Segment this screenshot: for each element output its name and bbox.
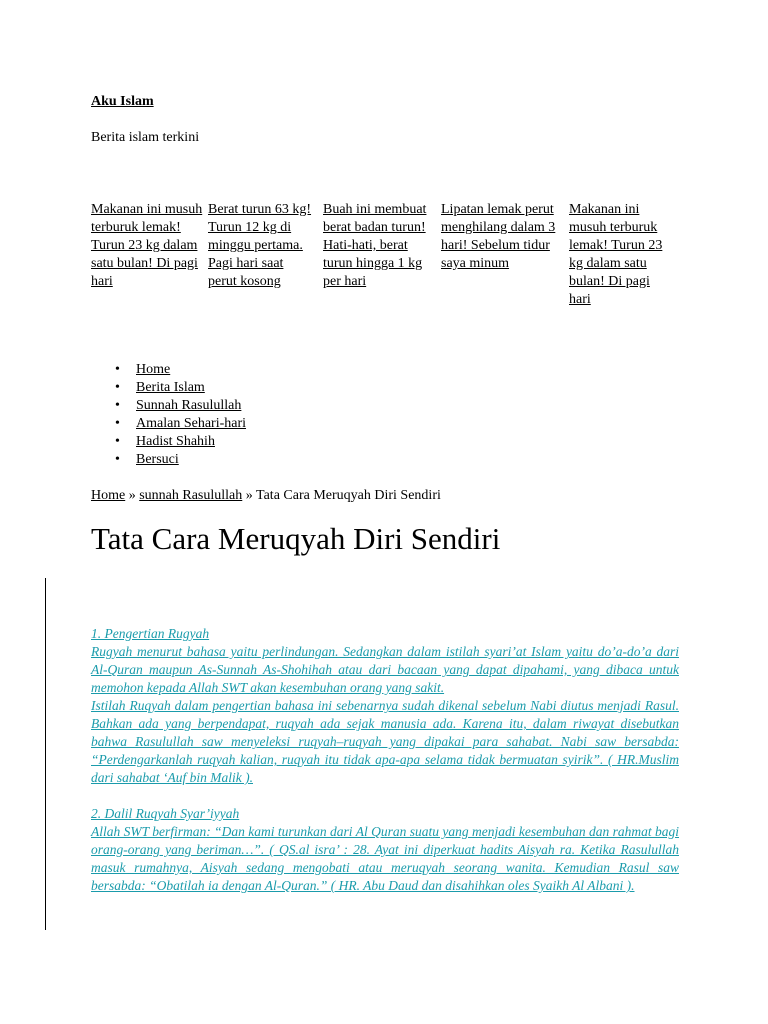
- breadcrumb-separator: »: [125, 488, 140, 503]
- nav-link-bersuci[interactable]: Bersuci: [136, 452, 179, 467]
- section-2-paragraph-1: Allah SWT berfirman: “Dan kami turunkan dari Al Quran suatu yang menjadi kesembuhan dan rahmat bagi orang-orang yang beriman…”. ( QS.al isra’ : 28. Ayat ini diperkuat hadits Aisyah ra. Ketika Rasulullah masuk rumahnya, Aisyah sedang mengobati atau meruqyah seorang wanita. Kemudian Rasul saw bersabda: “Obatilah ia dengan Al-Quran.” ( HR. Abu Daud dan disahihkan oles Syaikh Al Albani ).: [91, 824, 679, 893]
- breadcrumb-current: Tata Cara Meruqyah Diri Sendiri: [256, 488, 441, 503]
- section-1-paragraph-1: Rugyah menurut bahasa yaitu perlindungan. Sedangkan dalam istilah syari’at Islam yaitu do’a-do’a dari Al-Quran maupun As-Sunnah As-Shohihah atau dari bacaan yang dapat dipahami, yang dibaca untuk memohon kepada Allah SWT akan kesembuhan orang yang sakit.: [91, 644, 679, 695]
- nav-item-hadist-shahih: [91, 433, 246, 451]
- promo-link-1[interactable]: Makanan ini musuh terburuk lemak! Turun 23 kg dalam satu bulan! Di pagi hari: [91, 202, 203, 289]
- nav-link-sunnah-rasulullah[interactable]: Sunnah Rasulullah: [136, 398, 242, 413]
- breadcrumb-separator: »: [242, 488, 257, 503]
- promo-row: [0, 201, 768, 321]
- section-1-heading: 1. Pengertian Rugyah: [91, 626, 210, 641]
- section-1-paragraph-2: Istilah Ruqyah dalam pengertian bahasa ini sebenarnya sudah dikenal sebelum Nabi diutus menjadi Rasul. Bahkan ada yang berpendapat, ruqyah ada sejak manusia ada. Karena itu, dalam riwayat disebutkan bahwa Rasulullah saw menyeleksi ruqyah–ruqyah yang dipakai para sahabat. Nabi saw bersabda: “Perdengarkanlah ruqyah kalian, ruqyah itu tidak apa-apa selama tidak bermuatan syirik”. ( HR.Muslim dari sahabat ‘Auf bin Malik ).: [91, 698, 679, 785]
- page-title: Tata Cara Meruqyah Diri Sendiri: [91, 521, 501, 556]
- promo-link-3[interactable]: Buah ini membuat berat badan turun! Hati-hati, berat turun hingga 1 kg per hari: [323, 202, 427, 289]
- left-divider-line: [45, 578, 46, 930]
- promo-link-2[interactable]: Berat turun 63 kg! Turun 12 kg di minggu pertama. Pagi hari saat perut kosong: [208, 202, 312, 289]
- breadcrumb: [91, 488, 441, 504]
- nav-item-sunnah-rasulullah: [91, 397, 246, 415]
- nav-link-home[interactable]: Home: [136, 362, 171, 377]
- promo-link-4[interactable]: Lipatan lemak perut menghilang dalam 3 hari! Sebelum tidur saya minum: [441, 202, 556, 271]
- nav-link-amalan-sehari-hari[interactable]: Amalan Sehari-hari: [136, 416, 247, 431]
- section-2-heading: 2. Dalil Ruqyah Syar’iyyah: [91, 806, 240, 821]
- nav-link-berita-islam[interactable]: Berita Islam: [136, 380, 205, 395]
- paragraph-gap: [91, 787, 679, 805]
- breadcrumb-category-link[interactable]: sunnah Rasulullah: [139, 488, 243, 503]
- nav-item-home: [91, 361, 246, 379]
- nav-item-amalan-sehari-hari: [91, 415, 246, 433]
- breadcrumb-home-link[interactable]: Home: [91, 488, 126, 503]
- site-tagline: Berita islam terkini: [91, 130, 200, 145]
- article-body: [91, 625, 679, 895]
- main-nav: [91, 361, 246, 469]
- nav-item-bersuci: [91, 451, 246, 469]
- promo-link-5[interactable]: Makanan ini musuh terburuk lemak! Turun 23 kg dalam satu bulan! Di pagi hari: [569, 202, 663, 307]
- nav-item-berita-islam: [91, 379, 246, 397]
- site-title-link[interactable]: Aku Islam: [91, 94, 154, 109]
- nav-link-hadist-shahih[interactable]: Hadist Shahih: [136, 434, 215, 449]
